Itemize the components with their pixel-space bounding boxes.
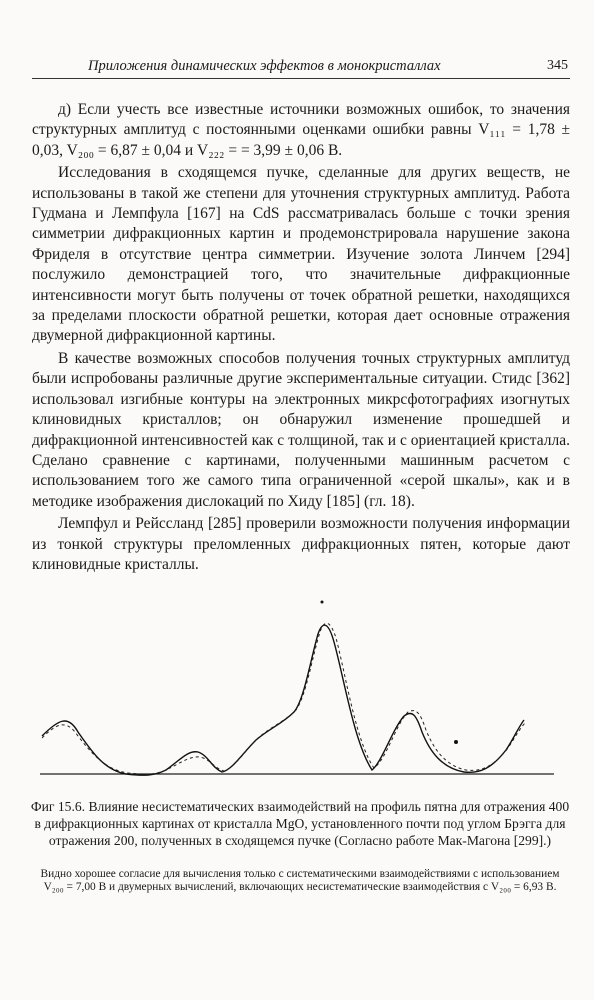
marker-dot xyxy=(321,601,324,604)
spot-profile-figure xyxy=(36,592,556,792)
profile-dashed-curve xyxy=(42,623,526,774)
figure-caption: Фиг 15.6. Влияние несистематических взаимодействий на профиль пятна для отражения 400 в дифракционных картинах от кристалла MgO, установленного почти под углом Брэгга для отражения 200, полученных в сходящемся пучке (Согласно работе Мак-Магона [299].) xyxy=(30,799,570,848)
paragraph: В качестве возможных способов получения точных структурных амплитуд были испробованы различные другие экспериментальные ситуации. Стидс [362] использовал изгибные контуры на электронных микрсфотографиях изогнутых клиновидных кристаллов; он обнаружил изменение прошедшей и дифракционной интенсивностей как с толщиной, так и с ориентацией кристалла. Сделано сравнение с картинами, полученными машинным расчетом с использованием того же самого типа ограниченной «серой шкалы», как и в методике изображения дислокаций по Хиду [185] (гл. 18). xyxy=(32,349,570,510)
paragraph: Исследования в сходящемся пучке, сделанные для других веществ, не использованы в такой же степени для уточнения структурных амплитуд. Работа Гудмана и Лемпфула [167] на CdS рассматривалась больше с точки зрения симметрии дифракционных картин и продемонстрировала нарушение закона Фриделя в отсутствие центра симметрии. Изучение золота Линчем [294] послужило демонстрацией того, что значительные дифракционные интенсивности могут быть получены от точек обратной решетки, находящихся за пределами плоскости обратной решетки, которая дает основные отражения двумерной дифракционной картины. xyxy=(32,164,570,345)
marker-dot xyxy=(454,740,458,744)
paragraph: Лемпфул и Рейссланд [285] проверили возможности получения информации из тонкой структуры преломленных дифракционных пятен, которые дают клиновидные кристаллы. xyxy=(32,515,570,573)
figure-note: Видно хорошее согласие для вычисления только с систематическими взаимодействиями с использованием V₂₀₀ = 7,00 В и двумерных вычислений, включающих несистематические взаимодействия с V₂₀₀ = 6,93 В. xyxy=(40,868,560,894)
profile-solid-curve xyxy=(42,625,524,775)
running-header xyxy=(32,56,570,79)
profile-plot xyxy=(36,592,556,792)
page-number: 345 xyxy=(547,58,568,73)
body-text xyxy=(32,100,570,577)
paragraph: д) Если учесть все известные источники возможных ошибок, то значения структурных амплитуд с постоянными оценками ошибки равны V₁₁₁ = 1,78 ± 0,03, V₂₀₀ = 6,87 ± 0,04 и V₂₂₂ = = 3,99 ± 0,06 В. xyxy=(32,101,570,159)
running-title: Приложения динамических эффектов в монокристаллах xyxy=(88,58,441,74)
